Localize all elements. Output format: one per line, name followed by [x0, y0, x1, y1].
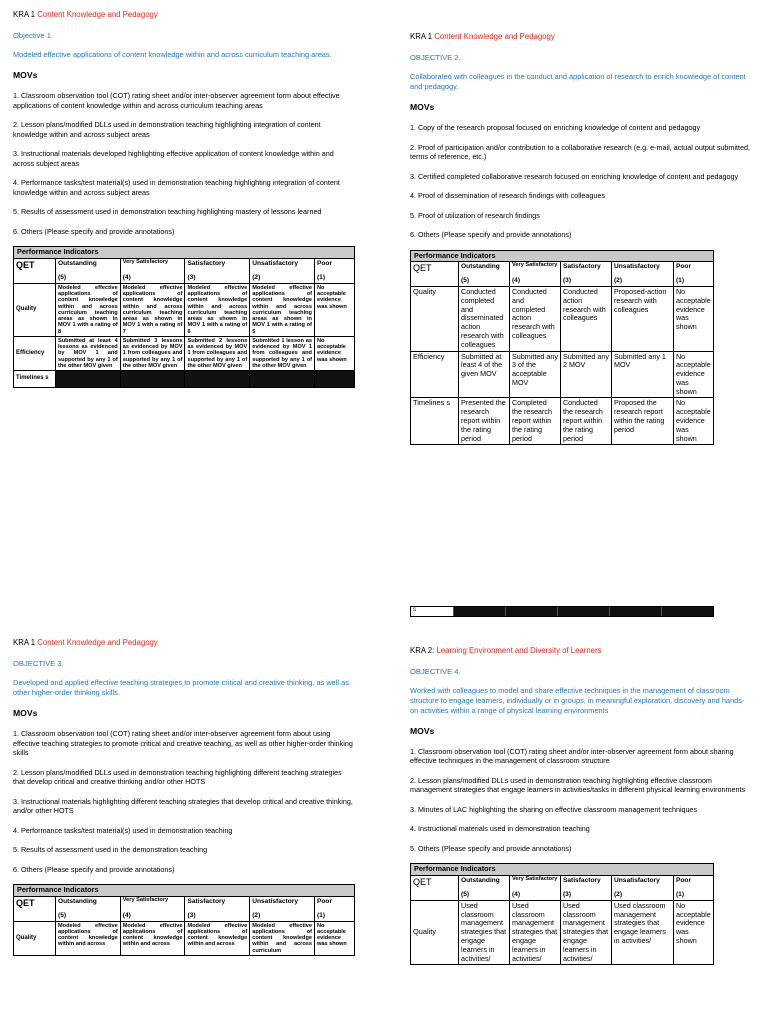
table-cell: Submitted 3 lessons as evidenced by MOV 1 from colleagues and supported by any 1 of the other MOV given	[120, 336, 185, 370]
separator-segment	[505, 607, 557, 616]
table-cell: Modeled effective applications of content knowledge within and across curriculum teaching areas as shown in MOV 1 with a rating of 6	[185, 283, 250, 336]
objective-text: Collaborated with colleagues in the conduct and application of research to enrich knowledge of content and pedagogy.	[410, 72, 746, 92]
mov-item: 6. Others (Please specify and provide annotations)	[13, 226, 175, 236]
table-cell: Submitted any 2 MOV	[560, 351, 611, 398]
table-cell: Modeled effective applications of content knowledge within and across	[56, 921, 121, 955]
table-cell	[250, 371, 315, 388]
dimension-label: Quality	[411, 900, 459, 964]
mov-item: 4. Performance tasks/test material(s) used in demonstration teaching	[13, 825, 233, 835]
performance-indicators-table	[13, 246, 355, 388]
separator-segment	[661, 607, 713, 616]
objective-label: OBJECTIVE 3.	[13, 659, 64, 669]
table-header-row	[14, 259, 355, 284]
mov-item: 6. Others (Please specify and provide annotations)	[13, 864, 175, 874]
table-cell: Used classroom management strategies that engage learners in activities/	[611, 900, 673, 964]
table-header-row	[411, 262, 714, 287]
qet-header: QET	[411, 876, 459, 901]
kra-prefix: KRA 2:	[410, 646, 435, 655]
table-cell: Modeled effective applications of content knowledge within and across curriculum teaching areas as shown in MOV 1 with a rating of 7	[120, 283, 185, 336]
dimension-label: Quality	[14, 283, 56, 336]
separator-segment	[557, 607, 609, 616]
level-header: Outstanding (5)	[459, 876, 510, 901]
mov-item: 5. Results of assessment used in the demonstration teaching	[13, 845, 208, 855]
table-cell: Modeled effective applications of content knowledge within and across	[120, 921, 185, 955]
kra-prefix: KRA 1	[13, 10, 36, 19]
kra-title: Content Knowledge and Pedagogy	[37, 638, 158, 647]
dimension-label: Efficiency	[411, 351, 459, 398]
panel-objective-3	[13, 638, 355, 1024]
mov-item: 4. Performance tasks/test material(s) used in demonstration teaching highlighting integration of content knowledge within and across subject areas	[13, 178, 340, 197]
table-cell: Modeled effective applications of content knowledge within and across curriculum teaching areas as shown in MOV 1 with a rating of 8	[56, 283, 121, 336]
mov-item: 2. Lesson plans/modified DLLs used in demonstration teaching highlighting different teaching strategies that develop critical and creative thinking and/or other HOTS	[13, 767, 342, 787]
level-header: Poor (1)	[673, 876, 713, 901]
qet-header: QET	[14, 259, 56, 284]
table-cell: No acceptable evidence was shown	[673, 287, 713, 351]
table-cell: Modeled effective applications of content knowledge within and across	[185, 921, 250, 955]
table-row	[411, 351, 714, 398]
table-row	[411, 398, 714, 445]
level-header: Satisfactory (3)	[185, 896, 250, 921]
mov-item: 1. Copy of the research proposal focused on enriching knowledge of content and pedagogy	[410, 123, 701, 133]
table-header-row	[14, 896, 355, 921]
table-title: Performance Indicators	[411, 864, 714, 876]
table-cell: Submitted 2 lessons as evidenced by MOV 1 from colleagues and supported by any 1 of the other MOV given	[185, 336, 250, 370]
mov-item: 3. Instructional materials highlighting different teaching strategies that develop critical and creative thinking, and/or other HOTS	[13, 796, 353, 816]
table-cell: No acceptable evidence was shown	[673, 351, 713, 398]
level-header: Outstanding (5)	[56, 259, 121, 284]
table-cell: No acceptable evidence was shown	[673, 900, 713, 964]
qet-header: QET	[14, 896, 56, 921]
panel-objective-4	[410, 646, 752, 1024]
table-cell: Modeled effective applications of content knowledge within and across curriculum	[250, 921, 315, 955]
kra-prefix: KRA 1	[13, 638, 36, 647]
movs-heading: MOVs	[13, 707, 38, 718]
movs-heading: MOVs	[410, 725, 435, 736]
performance-indicators-table	[410, 250, 714, 446]
mov-item: 5. Results of assessment used in demonstration teaching highlighting mastery of lessons learned	[13, 207, 322, 217]
level-header: Unsatisfactory (2)	[611, 876, 673, 901]
table-cell: Used classroom management strategies that engage learners in activities/	[459, 900, 510, 964]
table-cell: No acceptable evidence was shown	[314, 336, 354, 370]
kra-title: Content Knowledge and Pedagogy	[434, 32, 555, 41]
level-header: Unsatisfactory (2)	[250, 259, 315, 284]
table-cell: Submitted any 1 MOV	[611, 351, 673, 398]
table-cell: Conducted completed and disseminated action research with colleagues	[459, 287, 510, 351]
table-cell: Presented the research report within the rating period	[459, 398, 510, 445]
mov-item: 3. Certified completed collaborative research focused on enriching knowledge of content and pedagogy	[410, 171, 739, 181]
objective-text: Modeled effective applications of content knowledge within and across curriculum teaching areas.	[13, 50, 332, 60]
table-row	[411, 287, 714, 351]
table-cell	[56, 371, 121, 388]
table-cell: Modeled effective applications of content knowledge within and across curriculum teaching areas as shown in MOV 1 with a rating of 5	[250, 283, 315, 336]
kra-heading	[410, 646, 752, 656]
performance-indicators-table	[410, 863, 714, 965]
table-row	[14, 336, 355, 370]
objective-text: Worked with colleagues to model and share effective techniques in the management of classroom structure to engage learners, individually or in groups, in meaningful exploration, discovery and hands-on activities within a range of physical learning environments	[410, 686, 745, 715]
mov-item: 3. Minutes of LAC highlighting the sharing on effective classroom management techniques	[410, 804, 698, 814]
kra-title: Learning Environment and Diversity of Learners	[436, 646, 602, 655]
objective-label: OBJECTIVE 2.	[410, 53, 461, 63]
movs-heading: MOVs	[410, 101, 435, 112]
dimension-label: Quality	[411, 287, 459, 351]
table-cell: No acceptable evidence was shown	[673, 398, 713, 445]
mov-item: 1. Classroom observation tool (COT) rating sheet and/or inter-observer agreement form about using effective teaching strategies to promote critical and creative teaching, as well as other higher-order thinking skills	[13, 729, 353, 758]
level-header: Satisfactory (3)	[560, 876, 611, 901]
movs-heading: MOVs	[13, 70, 38, 81]
mov-item: 2. Lesson plans/modified DLLs used in demonstration teaching highlighting effective classroom management strategies that engage learners in activities/tasks in different physical learning environments	[410, 775, 746, 795]
dimension-label: Quality	[14, 921, 56, 955]
table-row	[14, 921, 355, 955]
kra-heading	[410, 32, 752, 42]
table-cell: Proposed the research report within the rating period	[611, 398, 673, 445]
objective-label: Objective 1.	[13, 31, 54, 41]
level-header: Poor (1)	[673, 262, 713, 287]
mov-item: 3. Instructional materials developed highlighting effective application of content knowledge within and across subject areas	[13, 149, 334, 168]
table-row	[14, 371, 355, 388]
table-cell: Submitted at least 4 lessons as evidenced by MOV 1 and supported by any 1 of the other MOV given	[56, 336, 121, 370]
table-header-row	[411, 876, 714, 901]
performance-indicators-table	[13, 884, 355, 956]
mov-item: 5. Proof of utilization of research findings	[410, 210, 540, 220]
table-cell: Used classroom management strategies that engage learners in activities/	[509, 900, 560, 964]
level-header: Satisfactory (3)	[185, 259, 250, 284]
kra-heading	[13, 638, 355, 648]
mov-item: 6. Others (Please specify and provide annotations)	[410, 230, 572, 240]
table-cell: Used classroom management strategies that engage learners in activities/	[560, 900, 611, 964]
table-cell: Proposed-action research with colleagues	[611, 287, 673, 351]
level-header: Poor (1)	[314, 896, 354, 921]
table-cell: Conducted the research report within the rating period	[560, 398, 611, 445]
kra-title: Content Knowledge and Pedagogy	[37, 10, 158, 19]
table-row	[411, 900, 714, 964]
level-header: Very Satisfactory (4)	[120, 259, 185, 284]
table-cell: Conducted action research with colleagues	[560, 287, 611, 351]
table-title: Performance Indicators	[14, 885, 355, 897]
separator-segment	[609, 607, 661, 616]
level-header: Very Satisfactory (4)	[509, 262, 560, 287]
table-cell: Conducted and completed action research with colleagues	[509, 287, 560, 351]
panel-objective-2	[410, 32, 752, 622]
mov-item: 4. Instructional materials used in demonstration teaching	[410, 824, 590, 834]
level-header: Very Satisfactory (4)	[120, 896, 185, 921]
table-title: Performance Indicators	[14, 247, 355, 259]
panel-objective-1	[13, 10, 355, 600]
table-title: Performance Indicators	[411, 250, 714, 262]
dimension-label: Timelines s	[411, 398, 459, 445]
mov-item: 2. Lesson plans/modified DLLs used in demonstration teaching highlighting integration of content knowledge within and across subject areas	[13, 120, 321, 139]
separator-label: s	[411, 607, 453, 616]
qet-header: QET	[411, 262, 459, 287]
table-cell	[185, 371, 250, 388]
table-cell: Submitted any 3 of the acceptable MOV	[509, 351, 560, 398]
table-cell	[314, 371, 354, 388]
objective-label: OBJECTIVE 4.	[410, 667, 461, 677]
table-cell: Submitted at least 4 of the given MOV	[459, 351, 510, 398]
mov-item: 1. Classroom observation tool (COT) rating sheet and/or inter-observer agreement form about sharing effective techniques in the management of classroom structure	[410, 746, 734, 766]
level-header: Satisfactory (3)	[560, 262, 611, 287]
level-header: Unsatisfactory (2)	[250, 896, 315, 921]
kra-heading	[13, 10, 355, 20]
objective-text: Developed and applied effective teaching strategies to promote critical and creative thinking, as well as other higher-order thinking skills.	[13, 678, 349, 698]
level-header: Unsatisfactory (2)	[611, 262, 673, 287]
table-row	[14, 283, 355, 336]
table-cell: Completed the research report within the rating period	[509, 398, 560, 445]
mov-item: 1. Classroom observation tool (COT) rating sheet and/or inter-observer agreement form about effective applications of content knowledge within and across curriculum teaching areas	[13, 91, 340, 110]
mov-item: 2. Proof of participation and/or contribution to a collaborative research (e.g. e-mail, actual output submitted, terms of reference, etc.)	[410, 142, 750, 162]
level-header: Poor (1)	[314, 259, 354, 284]
mov-item: 4. Proof of dissemination of research findings with colleagues	[410, 191, 605, 201]
separator-segment	[453, 607, 505, 616]
dimension-label: Timelines s	[14, 371, 56, 388]
table-cell: No acceptable evidence was shown	[314, 921, 354, 955]
level-header: Very Satisfactory (4)	[509, 876, 560, 901]
level-header: Outstanding (5)	[56, 896, 121, 921]
level-header: Outstanding (5)	[459, 262, 510, 287]
kra-prefix: KRA 1	[410, 32, 433, 41]
mov-item: 5. Others (Please specify and provide annotations)	[410, 843, 572, 853]
table-cell	[120, 371, 185, 388]
separator-bar	[410, 606, 714, 617]
table-cell: No acceptable evidence was shown	[314, 283, 354, 336]
table-cell: Submitted 1 lesson as evidenced by MOV 1 from colleagues and supported by any 1 of the other MOV given	[250, 336, 315, 370]
dimension-label: Efficiency	[14, 336, 56, 370]
